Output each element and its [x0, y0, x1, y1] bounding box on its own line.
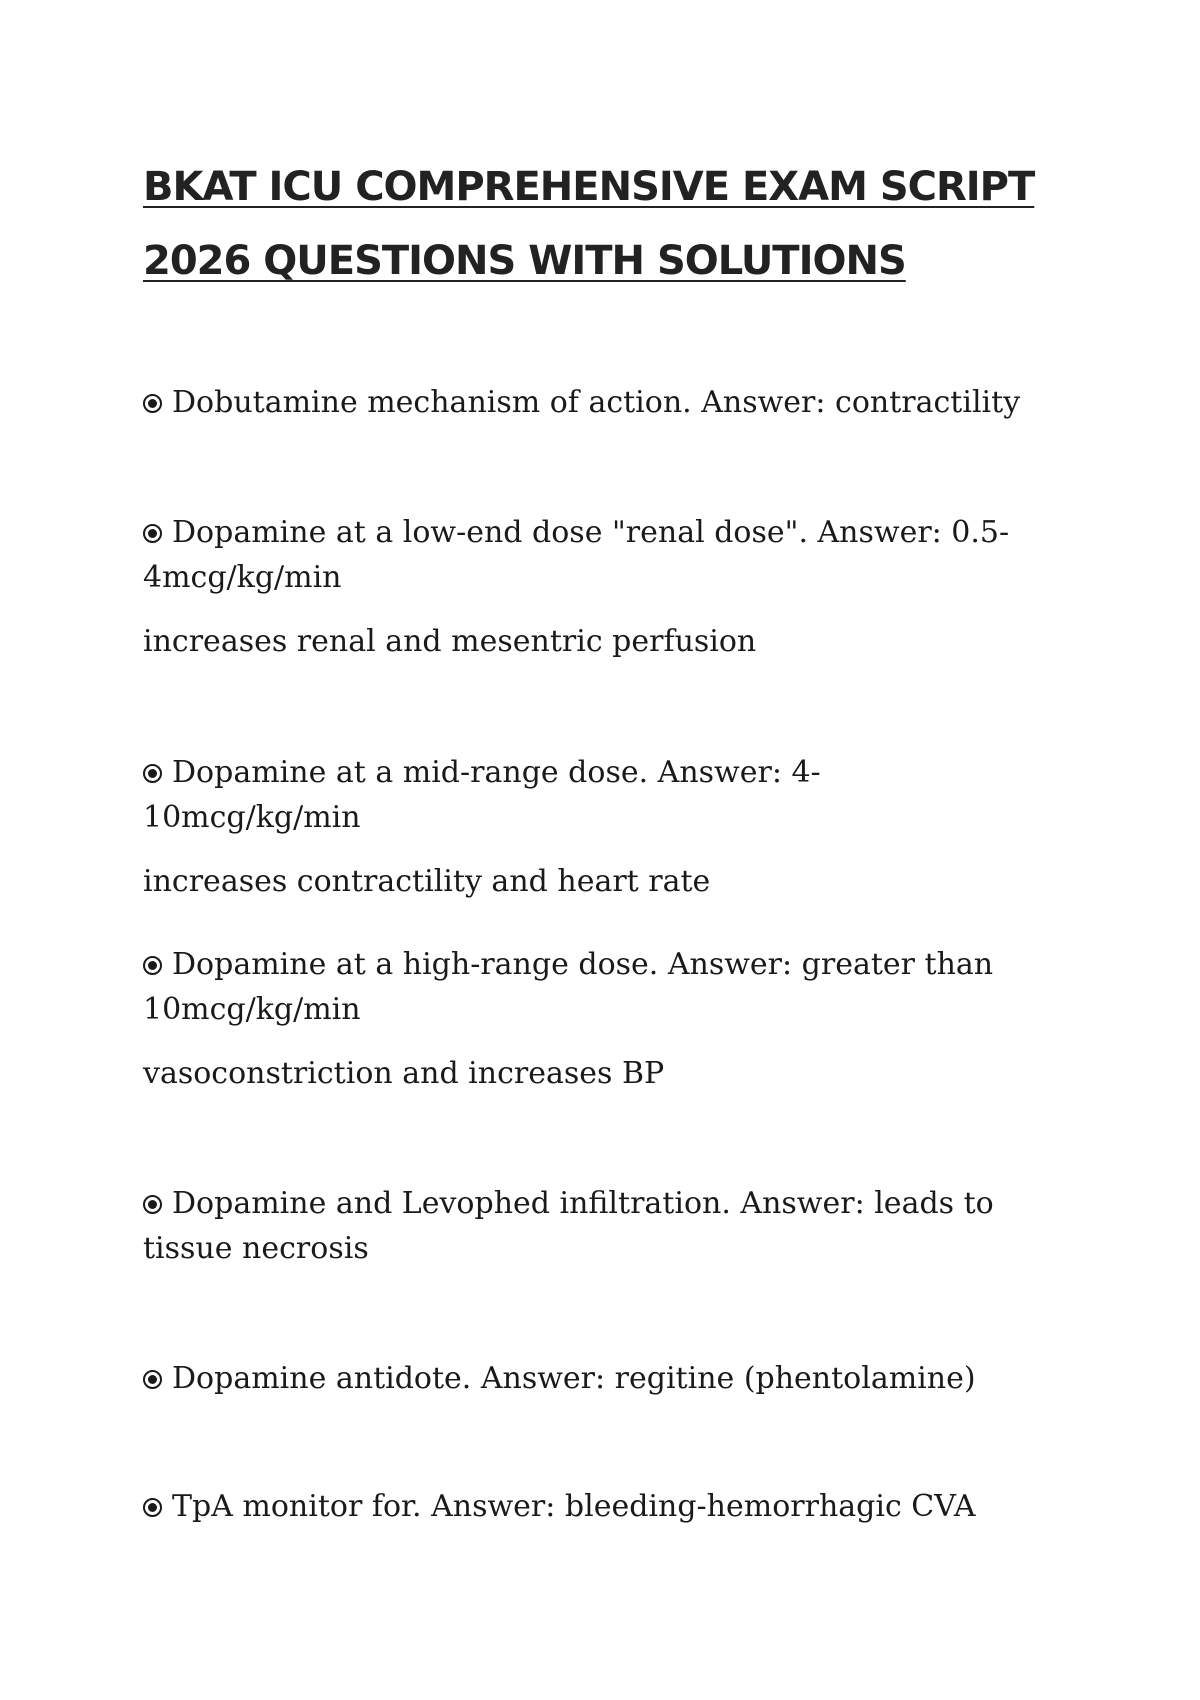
qa-question [143, 1484, 1023, 1529]
qa-item-dopamine-low-dose [143, 510, 1023, 664]
qa-item-dopamine-antidote [143, 1356, 1023, 1401]
qa-question-text: Dopamine antidote. Answer: regitine (phentolamine) [172, 1361, 976, 1396]
qa-question-text: Dopamine at a high-range dose. Answer: greater than 10mcg/kg/min [143, 947, 994, 1027]
fisheye-bullet-icon [143, 524, 162, 543]
document-title [143, 150, 1043, 298]
title-line-2: 2026 QUESTIONS WITH SOLUTIONS [143, 238, 906, 284]
qa-question [143, 1356, 1023, 1401]
qa-question-text: Dopamine at a low-end dose "renal dose". Answer: 0.5-4mcg/kg/min [143, 515, 1010, 595]
qa-note: increases renal and mesentric perfusion [143, 624, 757, 659]
qa-question-text: TpA monitor for. Answer: bleeding-hemorrhagic CVA [172, 1489, 976, 1524]
qa-question [143, 942, 1023, 1032]
fisheye-bullet-icon [143, 1195, 162, 1214]
qa-item-dopamine-mid-dose [143, 750, 1023, 904]
fisheye-bullet-icon [143, 1370, 162, 1389]
fisheye-bullet-icon [143, 956, 162, 975]
qa-item-tpa-monitoring [143, 1484, 1023, 1529]
qa-note: vasoconstriction and increases BP [143, 1056, 665, 1091]
qa-question [143, 380, 1023, 425]
qa-question-text: Dobutamine mechanism of action. Answer: contractility [172, 385, 1021, 420]
qa-question-text: Dopamine and Levophed infiltration. Answer: leads to tissue necrosis [143, 1186, 994, 1266]
fisheye-bullet-icon [143, 394, 162, 413]
fisheye-bullet-icon [143, 1498, 162, 1517]
title-line-1: BKAT ICU COMPREHENSIVE EXAM SCRIPT [143, 164, 1035, 210]
qa-note: increases contractility and heart rate [143, 864, 711, 899]
qa-item-dopamine-high-dose [143, 942, 1023, 1096]
qa-question [143, 510, 1023, 600]
qa-question [143, 750, 1023, 840]
qa-question-text: Dopamine at a mid-range dose. Answer: 4-10mcg/kg/min [143, 755, 821, 835]
qa-question [143, 1181, 1023, 1271]
qa-item-infiltration [143, 1181, 1023, 1271]
qa-item-dobutamine [143, 380, 1023, 425]
fisheye-bullet-icon [143, 764, 162, 783]
